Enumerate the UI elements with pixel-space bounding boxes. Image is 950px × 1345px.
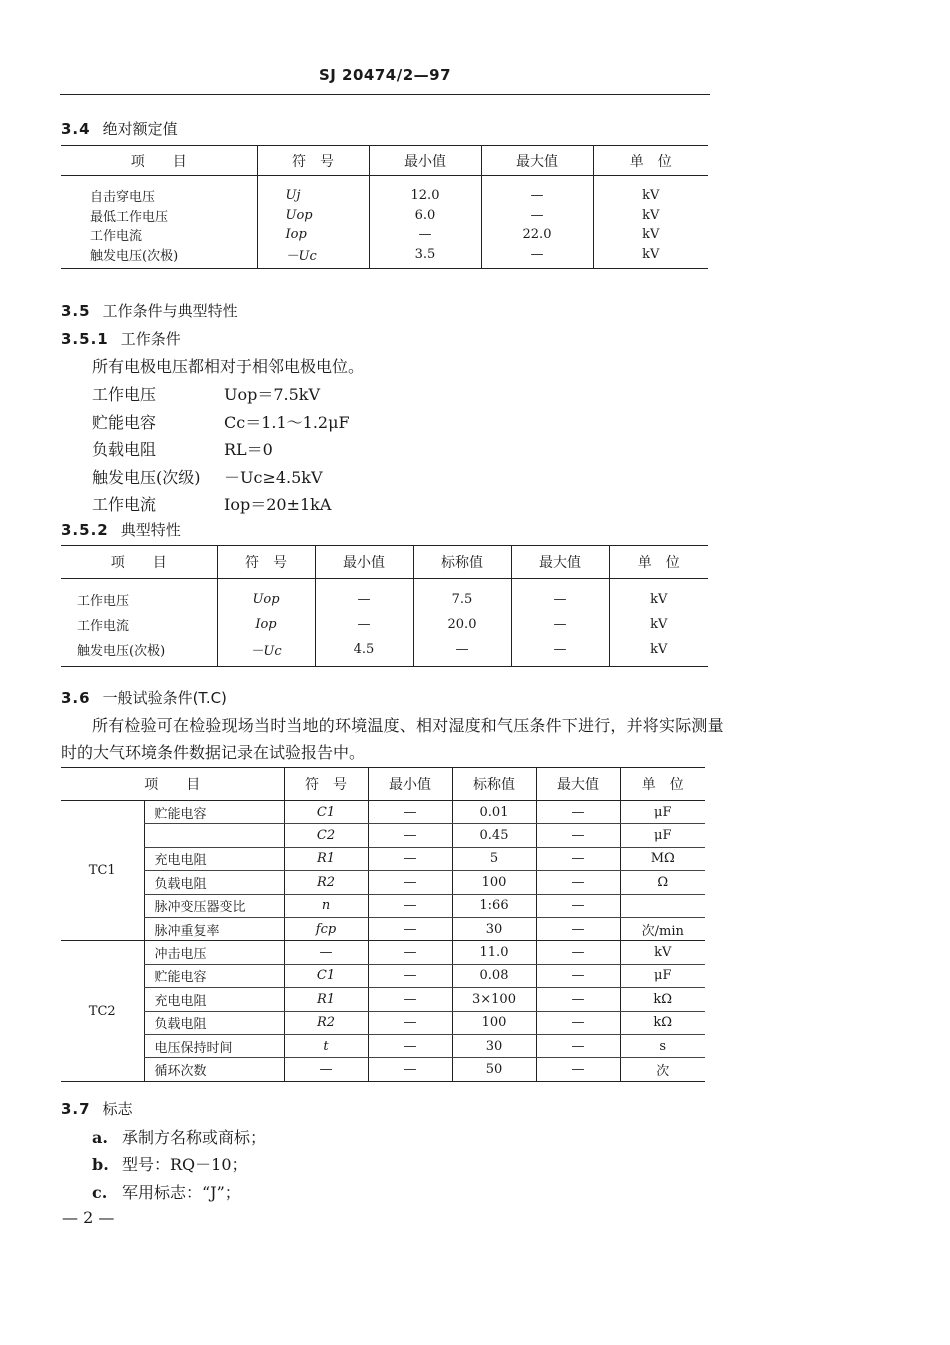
column-header: 单 位 <box>609 546 708 579</box>
value-cell: — <box>368 1034 452 1057</box>
value-cell: 4.5 <box>315 637 413 667</box>
typical-characteristics-table <box>61 545 708 667</box>
value-cell: — <box>368 1058 452 1081</box>
condition-label: 工作电压 <box>92 385 157 404</box>
section-title: 一般试验条件(T.C) <box>102 689 227 707</box>
table-row <box>61 245 708 269</box>
symbol-cell: Uop <box>257 206 369 226</box>
value-cell: — <box>536 824 620 847</box>
item-cell: 充电电阻 <box>144 988 284 1011</box>
section-title: 工作条件 <box>120 330 181 348</box>
table-row <box>61 637 708 667</box>
value-cell: 12.0 <box>369 176 481 206</box>
symbol-cell: C1 <box>284 964 368 987</box>
condition-value: RL＝0 <box>224 440 273 459</box>
section-title: 工作条件与典型特性 <box>102 302 238 320</box>
section-3-5-heading <box>61 300 238 321</box>
table-row <box>61 917 705 940</box>
symbol-cell: R2 <box>284 871 368 894</box>
section-title: 标志 <box>102 1100 133 1118</box>
unit-cell: 次 <box>620 1058 705 1081</box>
item-cell: 工作电流 <box>77 619 130 634</box>
value-cell: — <box>368 988 452 1011</box>
symbol-cell: R1 <box>284 988 368 1011</box>
unit-cell: MΩ <box>620 847 705 870</box>
symbol-cell: R2 <box>284 1011 368 1034</box>
value-cell: — <box>368 1011 452 1034</box>
table-row <box>61 1058 705 1081</box>
column-header: 项 目 <box>61 146 257 176</box>
value-cell: — <box>368 917 452 940</box>
item-cell: 电压保持时间 <box>144 1034 284 1057</box>
unit-cell: μF <box>620 964 705 987</box>
item-cell <box>144 824 284 847</box>
condition-label: 负载电阻 <box>92 440 157 459</box>
table-row <box>61 579 708 613</box>
value-cell: 5 <box>452 847 536 870</box>
column-header: 符 号 <box>217 546 315 579</box>
column-header: 最小值 <box>369 146 481 176</box>
unit-cell: kV <box>609 612 708 637</box>
value-cell: 3.5 <box>369 245 481 269</box>
column-header: 标称值 <box>452 768 536 801</box>
value-cell: 1:66 <box>452 894 536 917</box>
value-cell: — <box>536 1058 620 1081</box>
value-cell: — <box>536 988 620 1011</box>
column-header: 最大值 <box>536 768 620 801</box>
symbol-cell: t <box>284 1034 368 1057</box>
value-cell: — <box>368 824 452 847</box>
symbol-cell: －Uc <box>217 637 315 667</box>
symbol-cell: fcp <box>284 917 368 940</box>
absolute-ratings-table <box>61 145 708 269</box>
value-cell: 0.08 <box>452 964 536 987</box>
column-header: 符 号 <box>284 768 368 801</box>
value-cell: — <box>536 1011 620 1034</box>
table-row <box>61 988 705 1011</box>
column-header: 最大值 <box>511 546 609 579</box>
section-number: 3.6 <box>61 689 91 707</box>
section-title: 绝对额定值 <box>102 120 178 138</box>
symbol-cell: Uop <box>217 579 315 613</box>
marking-item <box>92 1152 248 1175</box>
symbol-cell: — <box>284 1058 368 1081</box>
item-cell: 贮能电容 <box>144 801 284 824</box>
value-cell: 6.0 <box>369 206 481 226</box>
section-number: 3.7 <box>61 1100 91 1118</box>
item-cell: 负载电阻 <box>144 871 284 894</box>
item-cell: 工作电流 <box>90 229 143 245</box>
column-header: 单 位 <box>620 768 705 801</box>
value-cell: 20.0 <box>413 612 511 637</box>
condition-value: －Uc≥4.5kV <box>224 468 323 487</box>
condition-label: 贮能电容 <box>92 413 157 432</box>
section-number: 3.4 <box>61 120 91 138</box>
unit-cell: kV <box>593 206 708 226</box>
section-title: 典型特性 <box>120 521 181 539</box>
item-cell: 触发电压(次极) <box>61 637 217 667</box>
table-row <box>61 176 708 206</box>
section-number: 3.5.2 <box>61 521 109 539</box>
value-cell: — <box>413 637 511 667</box>
unit-cell: μF <box>620 801 705 824</box>
column-header: 最大值 <box>481 146 593 176</box>
condition-value: Iop＝20±1kA <box>224 495 332 514</box>
item-marker: c. <box>92 1183 108 1202</box>
value-cell: — <box>536 847 620 870</box>
column-header: 标称值 <box>413 546 511 579</box>
column-header: 最小值 <box>368 768 452 801</box>
table-row <box>61 894 705 917</box>
value-cell: — <box>511 637 609 667</box>
page-number: — 2 — <box>62 1208 115 1227</box>
table-row <box>61 941 705 964</box>
item-cell: 负载电阻 <box>144 1011 284 1034</box>
unit-cell: kV <box>593 225 708 245</box>
unit-cell: kV <box>609 579 708 613</box>
section-3-7-heading <box>61 1098 133 1119</box>
table-row <box>61 824 705 847</box>
symbol-cell: — <box>284 941 368 964</box>
value-cell: — <box>369 225 481 245</box>
unit-cell: kΩ <box>620 988 705 1011</box>
table-row <box>61 1011 705 1034</box>
table-row <box>61 612 708 637</box>
value-cell: — <box>536 801 620 824</box>
unit-cell: kV <box>609 637 708 667</box>
value-cell: 7.5 <box>413 579 511 613</box>
section-3-5-2-heading <box>61 519 181 540</box>
table-row <box>61 847 705 870</box>
value-cell: 3×100 <box>452 988 536 1011</box>
unit-cell: kV <box>593 245 708 269</box>
test-conditions-paragraph-line1: 所有检验可在检验现场当时当地的环境温度、相对湿度和气压条件下进行，并将实际测量 <box>92 716 724 735</box>
value-cell: — <box>368 871 452 894</box>
column-header: 符 号 <box>257 146 369 176</box>
unit-cell: kV <box>593 176 708 206</box>
unit-cell: kΩ <box>620 1011 705 1034</box>
value-cell: 0.45 <box>452 824 536 847</box>
table-header-row <box>61 546 708 579</box>
value-cell: — <box>536 941 620 964</box>
condition-label: 触发电压(次级) <box>92 468 201 487</box>
item-cell: 脉冲变压器变比 <box>144 894 284 917</box>
marking-item <box>92 1180 241 1203</box>
condition-value: Uop＝7.5kV <box>224 385 321 404</box>
item-cell: 冲击电压 <box>144 941 284 964</box>
section-3-5-1-heading <box>61 328 181 349</box>
column-header: 最小值 <box>315 546 413 579</box>
value-cell: — <box>368 964 452 987</box>
value-cell: — <box>511 612 609 637</box>
value-cell: — <box>481 176 593 206</box>
group-label-tc1: TC1 <box>61 801 144 941</box>
item-cell: 工作电压 <box>77 594 130 609</box>
item-cell: 触发电压(次极) <box>61 245 257 269</box>
symbol-cell: Uj <box>257 176 369 206</box>
value-cell: — <box>368 941 452 964</box>
value-cell: — <box>536 1034 620 1057</box>
value-cell: — <box>536 964 620 987</box>
item-marker: a. <box>92 1128 108 1147</box>
value-cell: 30 <box>452 1034 536 1057</box>
symbol-cell: Iop <box>257 225 369 245</box>
symbol-cell: －Uc <box>257 245 369 269</box>
unit-cell: 次/min <box>620 917 705 940</box>
value-cell: — <box>368 801 452 824</box>
value-cell: 22.0 <box>481 225 593 245</box>
item-cell: 自击穿电压 <box>90 190 156 206</box>
section-3-6-heading <box>61 687 227 708</box>
item-cell: 贮能电容 <box>144 964 284 987</box>
value-cell: — <box>536 917 620 940</box>
section-number: 3.5 <box>61 302 91 320</box>
value-cell: 0.01 <box>452 801 536 824</box>
value-cell: — <box>481 206 593 226</box>
symbol-cell: n <box>284 894 368 917</box>
test-conditions-table <box>61 767 705 1082</box>
condition-label: 工作电流 <box>92 495 157 514</box>
table-row <box>61 1034 705 1057</box>
unit-cell: Ω <box>620 871 705 894</box>
group-label-tc2: TC2 <box>61 941 144 1081</box>
unit-cell: μF <box>620 824 705 847</box>
value-cell: 50 <box>452 1058 536 1081</box>
item-cell: 循环次数 <box>144 1058 284 1081</box>
column-header: 单 位 <box>593 146 708 176</box>
value-cell: — <box>315 579 413 613</box>
marking-item <box>92 1125 266 1148</box>
section-number: 3.5.1 <box>61 330 109 348</box>
symbol-cell: C2 <box>284 824 368 847</box>
value-cell: 100 <box>452 871 536 894</box>
unit-cell: kV <box>620 941 705 964</box>
symbol-cell: C1 <box>284 801 368 824</box>
unit-cell: s <box>620 1034 705 1057</box>
item-marker: b. <box>92 1155 109 1174</box>
value-cell: — <box>368 847 452 870</box>
conditions-intro: 所有电极电压都相对于相邻电极电位。 <box>92 357 365 376</box>
document-code: SJ 20474/2—97 <box>318 66 452 84</box>
table-header-row <box>61 768 705 801</box>
item-cell: 脉冲重复率 <box>144 917 284 940</box>
item-text: 承制方名称或商标； <box>122 1128 267 1147</box>
item-text: 军用标志：“J”； <box>122 1183 241 1202</box>
value-cell: — <box>536 894 620 917</box>
value-cell: — <box>511 579 609 613</box>
table-row <box>61 801 705 824</box>
test-conditions-paragraph-line2: 时的大气环境条件数据记录在试验报告中。 <box>61 743 366 762</box>
section-3-4-heading <box>61 118 178 139</box>
value-cell: — <box>315 612 413 637</box>
item-cell: 最低工作电压 <box>90 209 169 225</box>
condition-value: Cc＝1.1～1.2μF <box>224 413 350 432</box>
table-row <box>61 225 708 245</box>
item-cell: 充电电阻 <box>144 847 284 870</box>
table-row <box>61 964 705 987</box>
header-rule <box>60 94 710 95</box>
table-row <box>61 871 705 894</box>
column-header: 项 目 <box>61 546 217 579</box>
column-header: 项 目 <box>61 768 284 801</box>
value-cell: — <box>368 894 452 917</box>
value-cell: — <box>536 871 620 894</box>
value-cell: — <box>481 245 593 269</box>
value-cell: 11.0 <box>452 941 536 964</box>
item-text: 型号：RQ－10； <box>122 1155 248 1174</box>
value-cell: 100 <box>452 1011 536 1034</box>
symbol-cell: R1 <box>284 847 368 870</box>
unit-cell <box>620 894 705 917</box>
value-cell: 30 <box>452 917 536 940</box>
table-row <box>61 206 708 226</box>
table-header-row <box>61 146 708 176</box>
symbol-cell: Iop <box>217 612 315 637</box>
